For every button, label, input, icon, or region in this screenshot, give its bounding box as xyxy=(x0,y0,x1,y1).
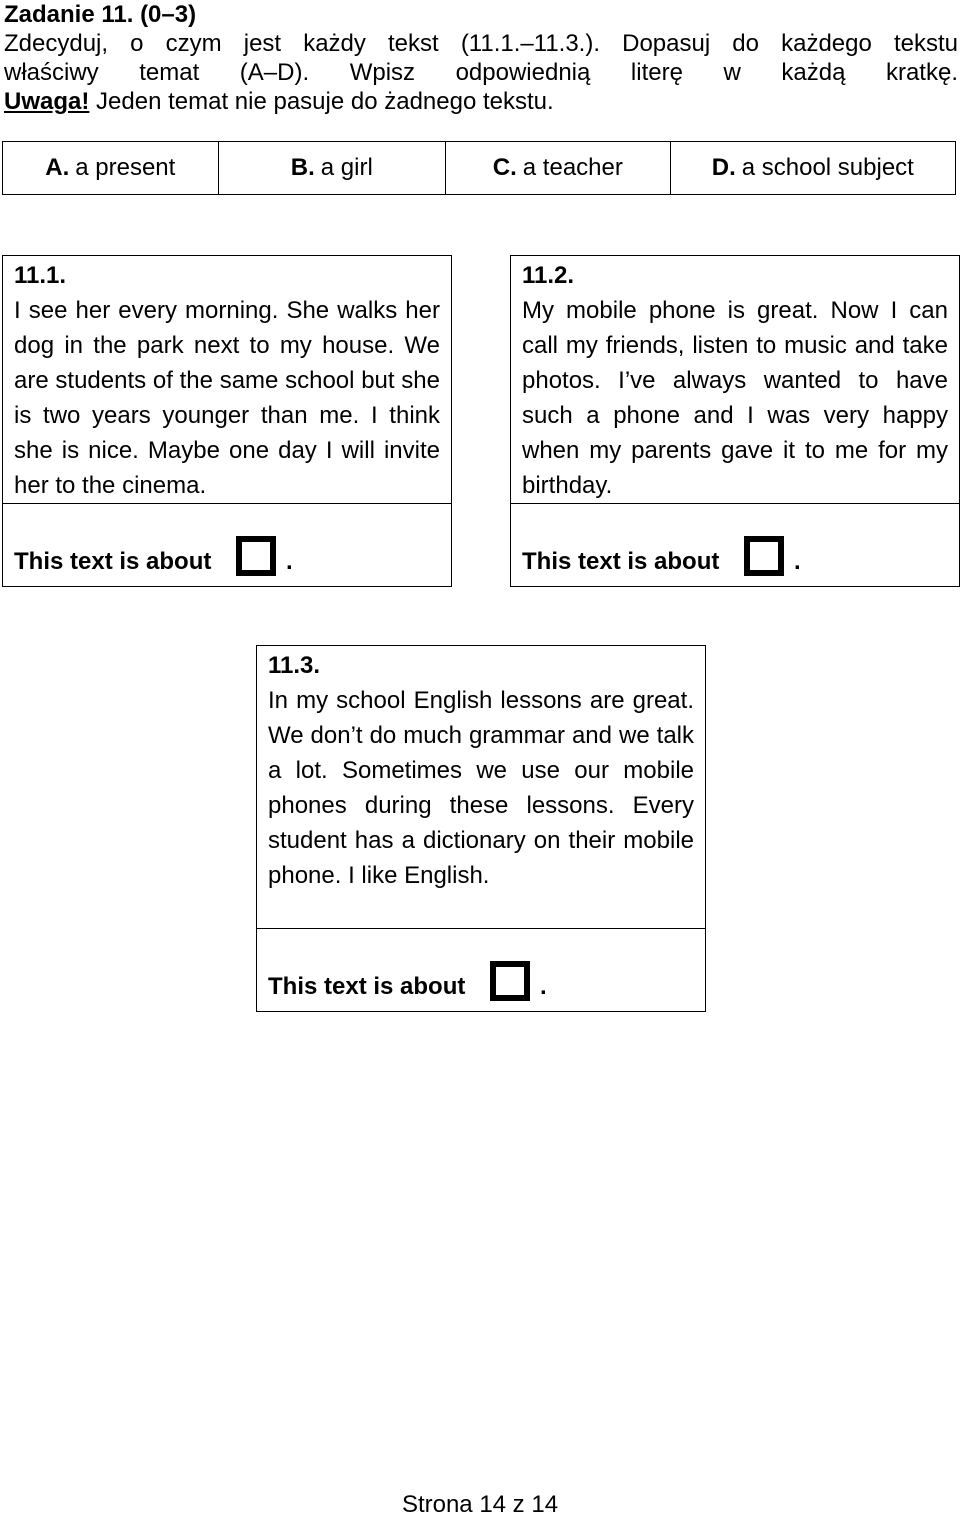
answer-label: This text is about xyxy=(268,973,466,1000)
task-11-3 xyxy=(256,645,706,1012)
option-c xyxy=(446,142,671,194)
task-number: 11.3. xyxy=(268,652,321,679)
option-letter: D. xyxy=(711,154,736,181)
answer-label: This text is about xyxy=(522,548,720,575)
answer-box[interactable] xyxy=(744,536,784,576)
answer-row xyxy=(3,504,451,586)
option-b xyxy=(219,142,447,194)
answer-label: This text is about xyxy=(14,548,212,575)
instruction-line-1: Zdecyduj, o czym jest każdy tekst (11.1.–11.3.). Dopasuj do każdego tekstu xyxy=(4,30,958,57)
task-number: 11.2. xyxy=(522,262,575,289)
task-number: 11.1. xyxy=(14,262,67,289)
task-body xyxy=(3,256,451,504)
answer-box[interactable] xyxy=(236,536,276,576)
task-body xyxy=(257,646,705,929)
instruction-line-2: właściwy temat (A–D). Wpisz odpowiednią literę w każdą kratkę. xyxy=(4,59,958,86)
task-text: In my school English lessons are great. We don’t do much grammar and we talk a lot. Sometimes we use our mobile phones during these lessons. Every student has a dictionary on their mobile phone. I like English. xyxy=(268,687,694,889)
option-text: a girl xyxy=(320,154,373,181)
task-text: I see her every morning. She walks her dog in the park next to my house. We are students of the same school but she is two years younger than me. I think she is nice. Maybe one day I will invite her to the cinema. xyxy=(14,297,440,499)
answer-suffix: . xyxy=(286,548,293,575)
answer-suffix: . xyxy=(540,973,547,1000)
task-11-1 xyxy=(2,255,452,587)
task-title: Zadanie 11. (0–3) xyxy=(4,1,197,28)
option-text: a school subject xyxy=(741,154,914,181)
option-letter: B. xyxy=(290,154,315,181)
task-11-2 xyxy=(510,255,960,587)
answer-suffix: . xyxy=(794,548,801,575)
answer-box[interactable] xyxy=(490,961,530,1001)
option-d xyxy=(671,142,955,194)
option-text: a teacher xyxy=(522,154,623,181)
option-a xyxy=(3,142,219,194)
option-text: a present xyxy=(75,154,176,181)
options-table xyxy=(2,141,956,195)
warning-line xyxy=(4,88,554,115)
warning-text: Jeden temat nie pasuje do żadnego tekstu. xyxy=(89,88,554,115)
option-letter: A. xyxy=(45,154,70,181)
warning-label: Uwaga! xyxy=(4,88,90,115)
answer-row xyxy=(511,504,959,586)
option-letter: C. xyxy=(492,154,517,181)
task-header xyxy=(4,0,958,116)
answer-row xyxy=(257,929,705,1011)
task-text: My mobile phone is great. Now I can call my friends, listen to music and take photos. I’ve always wanted to have such a phone and I was very happy when my parents gave it to me for my birthday. xyxy=(522,297,948,499)
task-body xyxy=(511,256,959,504)
page-number: Strona 14 z 14 xyxy=(401,1491,559,1518)
